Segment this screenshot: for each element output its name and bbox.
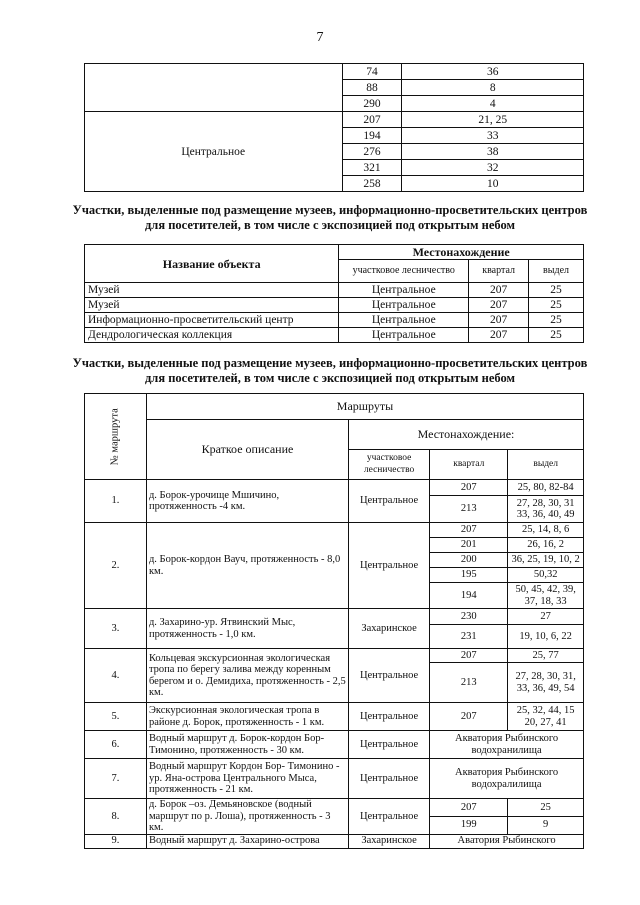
section: 27, 28, 30, 31, 33, 36, 49, 54 [508,663,584,703]
route-forestry: Центральное [348,523,429,609]
header-description: Краткое описание [146,420,348,480]
table-row [85,328,584,343]
object-name: Музей [85,298,339,313]
quarter: 199 [430,816,508,834]
route-forestry: Центральное [348,703,429,731]
section: 25, 32, 44, 15 20, 27, 41 [508,703,584,731]
section-heading: Участки, выделенные под размещение музеев, информационно-просветительских центров для посетителей, в том числе с экспозицией под открытым небом [72,203,588,232]
museum-sites-table [84,244,584,343]
route-description: д. Захарино-ур. Ятвинский Мыс, протяженность - 1,0 км. [146,609,348,649]
table-cell: 33 [402,128,584,144]
water-area: Акватория Рыбинского водохранилища [430,731,584,759]
section: 27, 28, 30, 31 33, 36, 40, 49 [508,496,584,523]
table-cell: 32 [402,160,584,176]
forestry-quarter-table [84,63,584,192]
water-area: Аватория Рыбинского [430,834,584,848]
forestry: Центральное [339,298,469,313]
route-forestry: Центральное [348,799,429,835]
quarter: 230 [430,609,508,625]
forestry: Центральное [339,328,469,343]
header-quarter: квартал [430,450,508,480]
header-location: Местонахождение: [348,420,583,450]
quarter: 195 [430,568,508,583]
header-object-name: Название объекта [85,245,339,283]
table-cell: 88 [342,80,402,96]
header-quarter: квартал [469,260,529,283]
forestry: Центральное [339,313,469,328]
quarter: 207 [430,703,508,731]
page-number: 7 [316,30,324,45]
header-location: Местонахождение [339,245,584,260]
header-forestry: участковое лесничество [348,450,429,480]
route-forestry: Центральное [348,759,429,799]
section: 27 [508,609,584,625]
route-number: 5. [85,703,147,731]
table-cell-forestry: Центральное [85,112,343,192]
section: 25, 14, 8, 6 [508,523,584,538]
table-cell: 74 [342,64,402,80]
route-forestry: Центральное [348,731,429,759]
route-number: 2. [85,523,147,609]
table-cell: 290 [342,96,402,112]
routes-table [84,393,584,849]
route-description: Водный маршрут д. Борок-кордон Бор-Тимонино, протяженность - 30 км. [146,731,348,759]
header-forestry: участковое лесничество [339,260,469,283]
section: 50,32 [508,568,584,583]
table-cell: 36 [402,64,584,80]
quarter: 207 [430,480,508,496]
route-forestry: Захаринское [348,609,429,649]
quarter: 207 [430,523,508,538]
route-number: 4. [85,649,147,703]
table-cell: 8 [402,80,584,96]
route-forestry: Центральное [348,649,429,703]
section: 25 [529,328,584,343]
table-row [85,313,584,328]
route-number: 8. [85,799,147,835]
route-number: 3. [85,609,147,649]
quarter: 213 [430,496,508,523]
table-cell: 276 [342,144,402,160]
header-route-number [85,394,147,480]
section: 9 [508,816,584,834]
quarter: 231 [430,625,508,649]
section: 25 [508,799,584,817]
route-description: Экскурсионная экологическая тропа в районе д. Борок, протяженность - 1 км. [146,703,348,731]
route-description: Водный маршрут Кордон Бор- Тимонино - ур. Яна-острова Центрального Мыса, протяженность - 21 км. [146,759,348,799]
section: 25, 77 [508,649,584,663]
object-name: Музей [85,283,339,298]
route-description: Кольцевая экскурсионная экологическая тропа по берегу залива между коренным берегом и о. Демидиха, протяженность - 2,5 км. [146,649,348,703]
section: 26, 16, 2 [508,538,584,553]
table-cell: 258 [342,176,402,192]
table-cell-empty [85,64,343,112]
table-row [85,283,584,298]
section: 25, 80, 82-84 [508,480,584,496]
section: 36, 25, 19, 10, 2 [508,553,584,568]
table-cell: 4 [402,96,584,112]
route-description: д. Борок-урочище Мшичино, протяженность -4 км. [146,480,348,523]
table-cell: 321 [342,160,402,176]
object-name: Информационно-просветительский центр [85,313,339,328]
section: 19, 10, 6, 22 [508,625,584,649]
header-routes: Маршруты [146,394,583,420]
table-row [85,298,584,313]
table-cell: 207 [342,112,402,128]
section: 25 [529,298,584,313]
quarter: 207 [469,298,529,313]
quarter: 207 [469,328,529,343]
header-route-number-label: № маршрута [109,408,121,465]
section: 25 [529,283,584,298]
quarter: 213 [430,663,508,703]
quarter: 201 [430,538,508,553]
table-cell: 38 [402,144,584,160]
route-number: 9. [85,834,147,848]
quarter: 194 [430,583,508,609]
header-section: выдел [529,260,584,283]
object-name: Дендрологическая коллекция [85,328,339,343]
section-heading: Участки, выделенные под размещение музеев, информационно-просветительских центров для посетителей, в том числе с экспозицией под открытым небом [72,356,588,385]
quarter: 207 [469,313,529,328]
route-description: Водный маршрут д. Захарино-острова [146,834,348,848]
route-description: д. Борок –оз. Демьяновское (водный маршрут по р. Лоша), протяженность - 3 км. [146,799,348,835]
header-section: выдел [508,450,584,480]
route-number: 7. [85,759,147,799]
route-number: 6. [85,731,147,759]
quarter: 200 [430,553,508,568]
route-description: д. Борок-кордон Вауч, протяженность - 8,0 км. [146,523,348,609]
table-cell: 21, 25 [402,112,584,128]
quarter: 207 [469,283,529,298]
route-forestry: Центральное [348,480,429,523]
route-number: 1. [85,480,147,523]
quarter: 207 [430,799,508,817]
table-cell: 10 [402,176,584,192]
section: 50, 45, 42, 39, 37, 18, 33 [508,583,584,609]
quarter: 207 [430,649,508,663]
forestry: Центральное [339,283,469,298]
water-area: Акватория Рыбинского водохралилища [430,759,584,799]
table-cell: 194 [342,128,402,144]
section: 25 [529,313,584,328]
route-forestry: Захаринское [348,834,429,848]
